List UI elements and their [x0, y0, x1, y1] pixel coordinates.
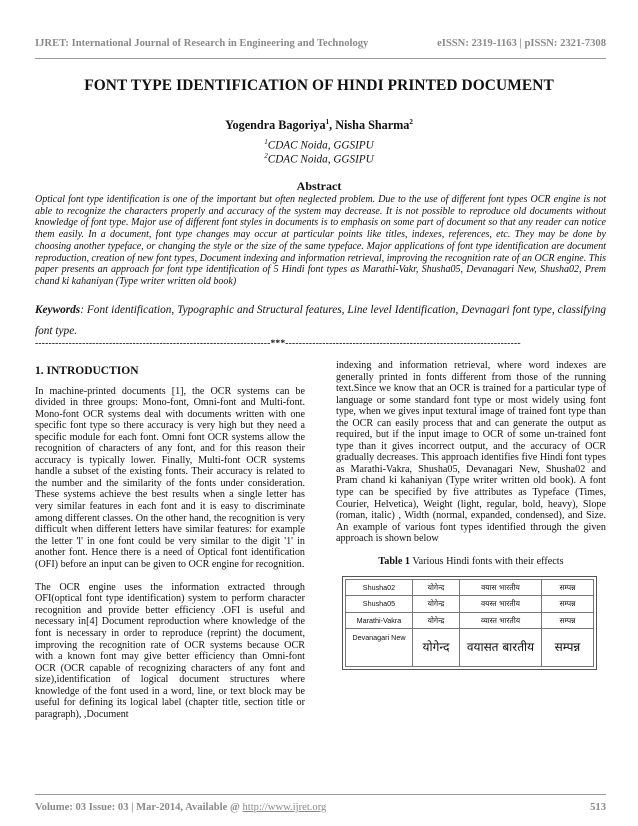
paper-title: FONT TYPE IDENTIFICATION OF HINDI PRINTED DOCUMENT [84, 77, 554, 94]
hindi-sample-cell: सम्पन्न [541, 579, 593, 595]
left-column [35, 366, 305, 732]
abstract-heading: Abstract [296, 179, 342, 193]
author-name: Nisha Sharma [335, 118, 410, 133]
hindi-sample-cell: सम्पन्न [541, 628, 593, 666]
body-paragraph: The OCR engine uses the information extracted through OFI(optical font type identification) system to perform character recognition and provide better efficiency .OFI is useful and necessary in[4] Document reproduction where knowledge of the font is necessary in order to reproduce (reprint) the document, improving the recognition rate of OCR systems because OCR with a known font may give better efficiency than Omni-font OCR (OCR capable of recognizing characters of any font and size),identification of logical document structures where knowledge of the font used in a word, line, or text block may be useful for defining its logical label (chapter title, section title or paragraph), ,Document [35, 581, 305, 720]
section-heading: 1. INTRODUCTION [35, 365, 139, 377]
hindi-sample-cell: योगेन्द [412, 579, 459, 595]
author-name: Yogendra Bagoriya [225, 118, 326, 133]
author-line: Yogendra Bagoriya$^1$, Nisha Sharma$^2$ [225, 118, 413, 133]
running-header [35, 38, 606, 54]
table-row [346, 612, 594, 628]
keywords-label: Keywords [35, 304, 81, 316]
journal-link[interactable]: http://www.ijret.org [242, 802, 327, 813]
table-row [346, 628, 594, 666]
hindi-sample-cell: व्यास्त भारतीय [460, 612, 542, 628]
keywords [35, 300, 606, 342]
journal-name: IJRET: International Journal of Research in Engineering and Technology [35, 38, 369, 49]
hindi-sample-cell: योगेन्द्र [412, 612, 459, 628]
hindi-sample-cell: योगेन्द [412, 628, 459, 666]
hindi-sample-cell: योगेन्द्र [412, 595, 459, 612]
table-row [346, 579, 594, 595]
font-name-cell: Shusha05 [346, 595, 413, 612]
affiliation [0, 152, 638, 166]
affiliation [0, 138, 638, 152]
font-table [342, 576, 597, 670]
body-paragraph: indexing and information retrieval, where word indexes are generally printed in fonts different from those of the running text.Since we know that an OCR is trained for a particular type of language or some standard font type or most widely using font type, when we gives input textural image of trained font type than the OCR can easily process that and can generate the output as required, but if the input image to OCR of some un-trained font type than it gives incorrect output, and the accuracy of OCR gradually decreases. This approach identifies five Hindi font types as Marathi-Vakra, Shusha05, Devanagari New, Shusha02 and Pram chand ki kahaniyan (Type writer written old book). A font type can be specified by five attributes as Typeface (Times, Courier, Helvetica), Weight (light, regular, bold, heavy), Slope (roman, italic) , Width (normal, expanded, condensed), and Size. An example of various font types identified through the given approach is shown below [336, 360, 606, 545]
font-name-cell: Marathi-Vakra [346, 612, 413, 628]
hindi-sample-cell: वयासत बारतीय [460, 628, 542, 666]
table-caption-label: Table 1 [378, 556, 411, 568]
table-row [346, 595, 594, 612]
affiliation-sup: 2 [264, 152, 268, 160]
hindi-sample-cell: वयास भारतीय [460, 579, 542, 595]
body-paragraph: In machine-printed documents [1], the OCR systems can be divided in three groups: Mono-font, Omni-font and Multi-font. Mono-font OCR systems deal with documents written with one specific font type so there accuracy is very high but they need a specific module for each font. Omni font OCR systems allow the recognition of characters of any font, and for this reason their accuracy is typically lower. Finally, Multi-font OCR systems handle a subset of the existing fonts. Their accuracy is related to the number and the similarity of the fonts under consideration. These systems achieve the best results when a single letter has very similar features in each font and it is easy to discriminate among different classes. On the other hand, the recognition is very difficult when different letters have similar features: for example the letter 'l' in one font could be very similar to the digit '1' in another font. Hence there is a need of Optical font identification (OFI) before an input can be given to OCR engine for recognition. [35, 385, 305, 570]
section-separator: ----------------------------------------------------------------------***---------------------------------------------------------------------- [35, 339, 521, 349]
header-rule [35, 58, 606, 59]
affiliation-text: CDAC Noida, GGSIPU [267, 139, 374, 152]
hindi-sample-cell: सम्पन्न [541, 612, 593, 628]
abstract-text: Optical font type identification is one of the important but often neglected problem. Due to the use of different font types OCR engine is not able to recognize the characters properly and accuracy of the system may decrease. It is not possible to reproduce old documents without knowledge of font type. Major use of different font styles in documents is to emphasis on some part of document so that any reader can notice them easily. In a document, font type changes may occur at particular points like titles, indexes, references, etc. They may be done by choosing another typeface, or changing the style or the size of the same typeface. Major applications of font type identification are document reproduction, creation of new font types, Document indexing and information retrieval, improving the recognition rate of an OCR engine. This paper presents an approach for font type identification of 5 Hindi font types as Marathi-Vakr, Shusha05, Devanagari New, Shusha02, Prem chand ki kahaniyan (Type writer written old book) [35, 194, 606, 287]
author-sup: 2 [409, 118, 413, 126]
right-column [336, 360, 606, 670]
table-caption [336, 556, 606, 568]
footer-rule [35, 794, 606, 795]
volume-text: Volume: 03 Issue: 03 | Mar-2014, Available @ [35, 802, 243, 813]
hindi-sample-cell: सम्पन्न [541, 595, 593, 612]
font-name-cell: Devanagari New [346, 628, 413, 666]
hindi-sample-cell: वयस्त भारतीय [460, 595, 542, 612]
page-number: 513 [590, 802, 606, 813]
footer-volume [35, 802, 326, 813]
keywords-text: : Font identification, Typographic and Structural features, Line level Identification, Devnagari font type, classifying font type. [35, 304, 606, 337]
author-sup: 1 [325, 118, 330, 126]
issn-numbers: eISSN: 2319-1163 | pISSN: 2321-7308 [437, 38, 606, 49]
affiliation-sup: 1 [264, 138, 268, 146]
table-caption-text: Various Hindi fonts with their effects [410, 556, 564, 568]
affiliation-text: CDAC Noida, GGSIPU [267, 153, 374, 166]
font-name-cell: Shusha02 [346, 579, 413, 595]
